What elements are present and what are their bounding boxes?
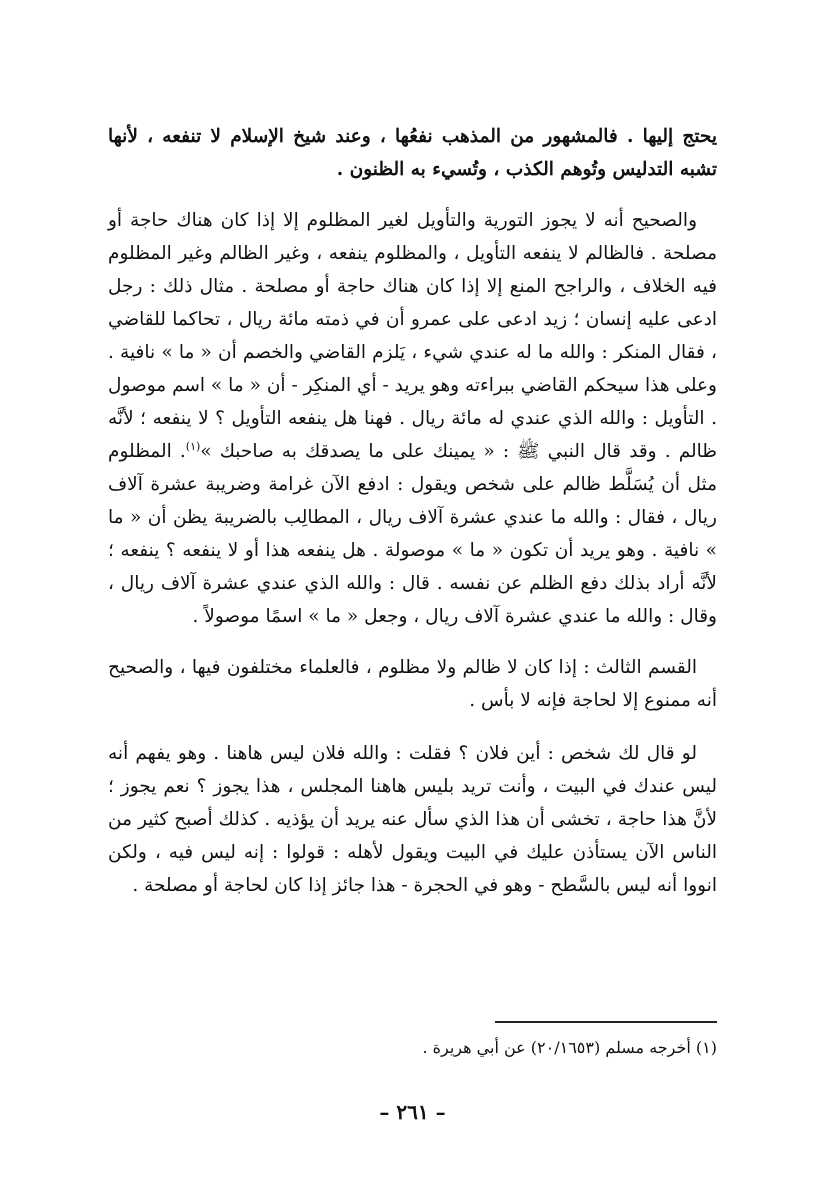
footnote-divider [495,1021,717,1023]
paragraph-text: والصحيح أنه لا يجوز التورية والتأويل لغير المظلوم إلا إذا كان هناك حاجة أو مصلحة . فالظالم لا ينفعه التأويل ، والمظلوم ينفعه ، وغير الظالم وغير المظلوم فيه الخلاف ، والراجح المنع إلا إذا كان هناك حاجة أو مصلحة . مثال ذلك : رجل ادعى عليه إنسان ؛ زيد ادعى على عمرو أن في ذمته مائة ريال ، تحاكما للقاضي ، فقال المنكر : والله ما له عندي شيء ، يَلزم القاضي والخصم أن « ما » نافية . وعلى هذا سيحكم القاضي ببراءته وهو يريد - أي المنكِر - أن « ما » اسم موصول . التأويل : والله الذي عندي له مائة ريال . فهنا هل ينفعه التأويل ؟ لا ينفعه ؛ لأنَّه ظالم . وقد قال النبي ﷺ : « يمينك على ما يصدقك به صاحبك » [108,210,718,462]
paragraph-correct-ruling [108,204,717,633]
page-number: – ٢٦١ – [379,1100,446,1124]
footnote-reference[interactable]: (١) [185,439,201,453]
paragraph-text-continued: . المظلوم مثل أن يُسَلَّط ظالم على شخص ويقول : ادفع الآن غرامة وضريبة عشرة آلاف ريال ، فقال : والله ما عندي عشرة آلاف ريال ، المطالِب بالضريبة يظن أن « ما » نافية . وهو يريد أن تكون « ما » موصولة . هل ينفعه هذا أو لا ينفعه ؟ ينفعه ؛ لأنَّه أراد بذلك دفع الظلم عن نفسه . قال : والله الذي عندي عشرة آلاف ريال ، وقال : والله ما عندي عشرة آلاف ريال ، وجعل « ما » اسمًا موصولاً . [108,441,717,627]
intro-paragraph: يحتج إليها . فالمشهور من المذهب نفعُها ، وعند شيخ الإسلام لا تنفعه ، لأنها تشبه التدليس وتُوهم الكذب ، وتُسيء به الظنون . [108,126,717,180]
paragraph-example: لو قال لك شخص : أين فلان ؟ فقلت : والله فلان ليس هاهنا . وهو يفهم أنه ليس عندك في البيت ، وأنت تريد بليس هاهنا المجلس ، هذا يجوز ؟ نعم يجوز ؛ لأنَّ هذا حاجة ، تخشى أن هذا الذي سأل عنه يريد أن يؤذيه . كذلك أصبح كثير من الناس الآن يستأذن عليك في البيت ويقول لأهله : قولوا : إنه ليس فيه ، ولكن انووا أنه ليس بالسَّطح - وهو في الحجرة - هذا جائز إذا كان لحاجة أو مصلحة . [108,743,717,896]
paragraph-third-section: القسم الثالث : إذا كان لا ظالم ولا مظلوم ، فالعلماء مختلفون فيها ، والصحيح أنه ممنوع إلا لحاجة فإنه لا بأس . [108,657,717,711]
footnote: (١) أخرجه مسلم (٢٠/١٦٥٣) عن أبي هريرة . [422,1038,717,1057]
